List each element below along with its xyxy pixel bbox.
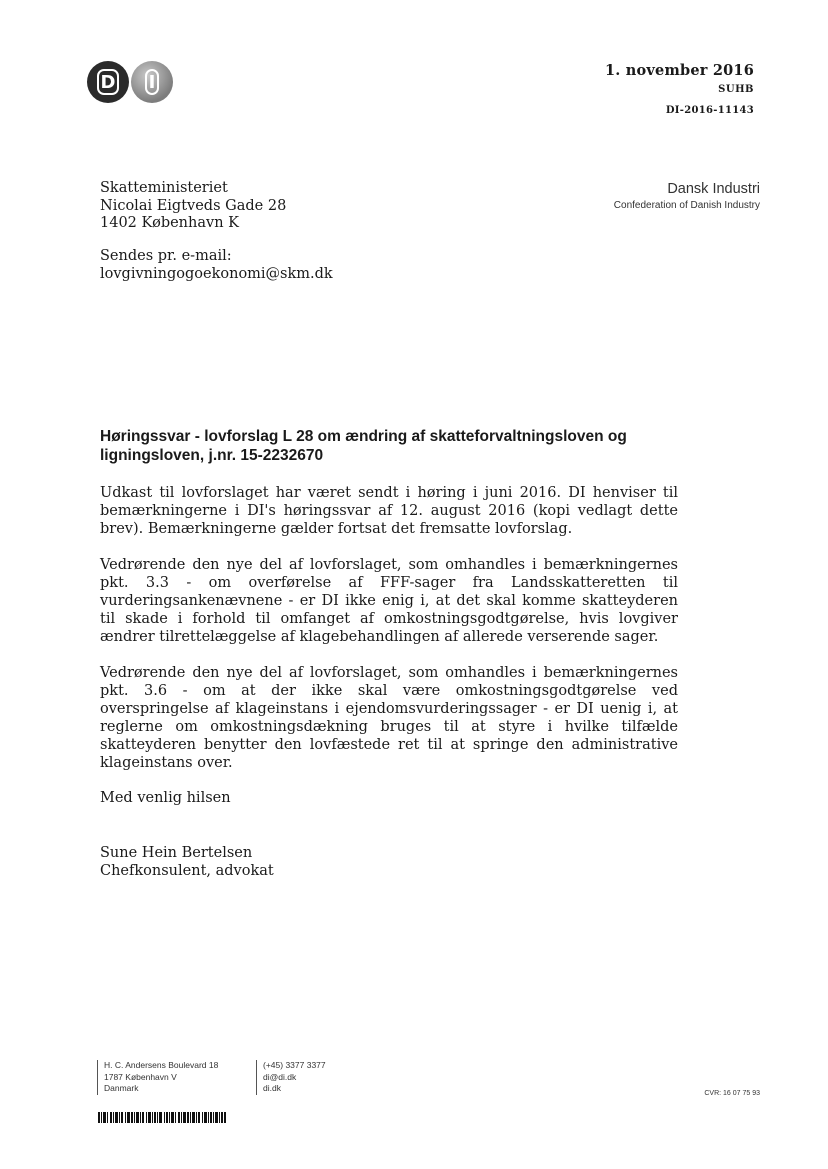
barcode-image [98, 1112, 226, 1123]
logo-circle-d [87, 61, 129, 103]
email-address: lovgivningogoekonomi@skm.dk [100, 265, 333, 282]
footer-address-line: H. C. Andersens Boulevard 18 [104, 1060, 219, 1070]
signer-name: Sune Hein Bertelsen [100, 845, 253, 861]
recipient-line: Nicolai Eigtveds Gade 28 [100, 197, 287, 214]
email-label: Sendes pr. e-mail: [100, 248, 232, 264]
footer-address-line: Danmark [104, 1083, 139, 1093]
organization-block [614, 181, 760, 211]
recipient-line: Skatteministeriet [100, 180, 228, 196]
logo-letter-d: D [97, 69, 119, 95]
footer-email-link[interactable]: di@di.dk [263, 1071, 297, 1082]
logo-letter-i: I [145, 69, 159, 95]
recipient-line: 1402 København K [100, 215, 239, 231]
organization-subtitle: Confederation of Danish Industry [613, 200, 760, 211]
footer-address [97, 1060, 218, 1095]
sender-initials: SUHB [718, 84, 754, 95]
recipient-address [100, 180, 286, 233]
signature-block [100, 844, 274, 880]
logo-circle-i [131, 61, 173, 103]
footer-phone: (+45) 3377 3377 [263, 1060, 326, 1070]
letter-meta [605, 62, 754, 116]
body-paragraph-3: Vedrørende den nye del af lovforslaget, som omhandles i bemærkningernes pkt. 3.6 - om at der ikke skal være omkostningsgodtgørelse ved overspringelse af klageinstans i ejendomsvurderingssager - er DI uenig i, at reglerne om omkostningsdækning bruges til at styre i hvilke tilfælde skatteyderen benytter den lovfæstede ret til at springe den administrative klageinstans over. [100, 665, 678, 771]
email-block [100, 248, 333, 283]
footer-contact [256, 1060, 326, 1095]
footer-cvr: CVR: 16 07 75 93 [704, 1090, 760, 1097]
reference-number: DI-2016-11143 [665, 105, 754, 116]
footer-website-link[interactable]: di.dk [263, 1083, 281, 1093]
organization-name: Dansk Industri [667, 181, 760, 197]
signer-title: Chefkonsulent, advokat [100, 863, 274, 879]
footer-address-line: 1787 København V [104, 1071, 177, 1082]
body-paragraph-1: Udkast til lovforslaget har været sendt i høring i juni 2016. DI henviser til bemærkningerne i DI's høringssvar af 12. august 2016 (kopi vedlagt dette brev). Bemærkningerne gælder fortsat det fremsatte lovforslag. [100, 485, 678, 537]
di-logo [87, 61, 173, 103]
letter-subject: Høringssvar - lovforslag L 28 om ændring af skatteforvaltningsloven og ligningsloven, j.nr. 15-2232670 [100, 428, 627, 464]
closing-salutation: Med venlig hilsen [100, 790, 231, 806]
body-paragraph-2: Vedrørende den nye del af lovforslaget, som omhandles i bemærkningernes pkt. 3.3 - om overførelse af FFF-sager fra Landsskatteretten til vurderingsankenævnene - er DI ikke enig i, at det skal komme skatteyderen til skade i forhold til omfanget af omkostningsgodtgørelse, hvis lovgiver ændrer tilrettelæggelse af klagebehandlingen af allerede verserende sager. [100, 557, 678, 645]
letter-date: 1. november 2016 [605, 62, 754, 79]
